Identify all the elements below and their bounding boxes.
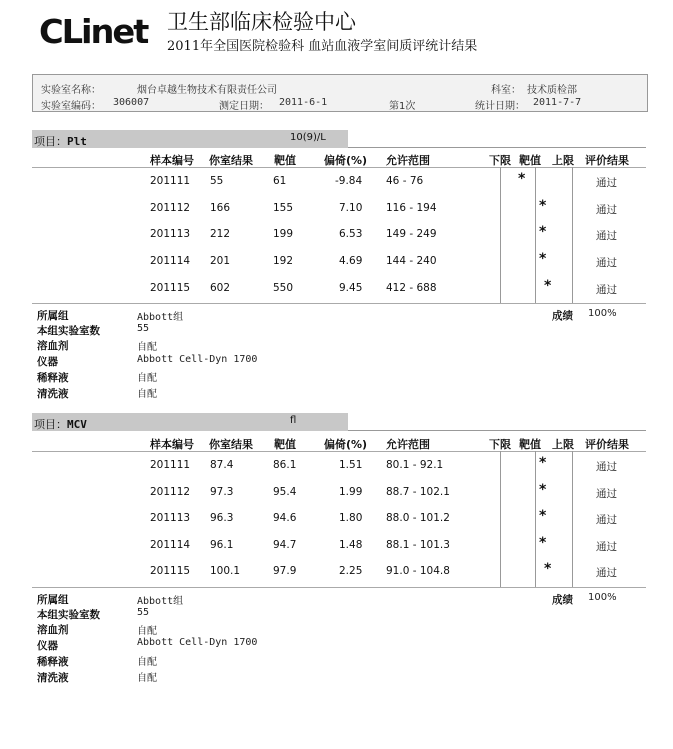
lab-count-value: 55 (137, 323, 150, 334)
cleaner-label: 清洗液 (37, 672, 69, 684)
sample-id: 201113 (150, 228, 191, 240)
result: 96.3 (210, 512, 234, 524)
bias: 6.53 (339, 228, 363, 240)
stat-date-label: 统计日期： (475, 101, 525, 112)
lab-code-label: 实验室编码： (41, 101, 101, 112)
col-divider (500, 451, 501, 587)
col-upper: 上限 (552, 154, 574, 167)
eval-result: 通过 (596, 177, 617, 189)
range: 80.1 - 92.1 (386, 459, 444, 471)
eval-result: 通过 (596, 204, 617, 216)
score-label: 成绩 (552, 310, 573, 322)
lab-info-box (32, 74, 648, 112)
col-divider (500, 167, 501, 303)
score-value: 100% (588, 308, 617, 319)
item-unit: fl (290, 415, 297, 426)
lab-name-label: 实验室名称： (41, 85, 101, 96)
sample-id: 201115 (150, 282, 191, 294)
lysing-value: 自配 (137, 626, 157, 637)
position-star: * (539, 224, 547, 240)
score-label: 成绩 (552, 594, 573, 606)
diluent-label: 稀释液 (37, 372, 69, 384)
sample-id: 201111 (150, 175, 191, 187)
col-divider (535, 167, 536, 303)
cleaner-value: 自配 (137, 673, 157, 684)
range: 116 - 194 (386, 202, 437, 214)
bias: 2.25 (339, 565, 363, 577)
sample-id: 201114 (150, 539, 191, 551)
bias: 4.69 (339, 255, 363, 267)
target: 94.6 (273, 512, 297, 524)
eval-result: 通过 (596, 461, 617, 473)
score-value: 100% (588, 592, 617, 603)
bias: 7.10 (339, 202, 363, 214)
result: 212 (210, 228, 231, 240)
bias: 1.80 (339, 512, 363, 524)
target: 61 (273, 175, 287, 187)
page-title: 卫生部临床检验中心 (167, 10, 356, 34)
col-range: 允许范围 (386, 438, 430, 451)
col-bias: 偏倚(%) (324, 154, 368, 167)
lysing-label: 溶血剂 (37, 624, 69, 636)
range: 88.0 - 101.2 (386, 512, 450, 524)
round: 第1次 (389, 101, 416, 112)
position-star: * (539, 198, 547, 214)
cleaner-value: 自配 (137, 389, 157, 400)
section-bar-plt (32, 130, 348, 148)
range: 149 - 249 (386, 228, 437, 240)
section-rule (348, 147, 646, 148)
sample-id: 201115 (150, 565, 191, 577)
eval-result: 通过 (596, 488, 617, 500)
col-divider (572, 451, 573, 587)
eval-result: 通过 (596, 514, 617, 526)
instrument-value: Abbott Cell-Dyn 1700 (137, 637, 258, 648)
eval-result: 通过 (596, 541, 617, 553)
instrument-value: Abbott Cell-Dyn 1700 (137, 354, 258, 365)
range: 144 - 240 (386, 255, 437, 267)
position-star: * (539, 455, 547, 471)
sample-id: 201111 (150, 459, 191, 471)
bias: 9.45 (339, 282, 363, 294)
col-sample-id: 样本编号 (150, 154, 194, 167)
sample-id: 201112 (150, 486, 191, 498)
item-name: Plt (67, 135, 87, 148)
col-eval: 评价结果 (585, 438, 629, 451)
test-date-label: 测定日期： (219, 101, 269, 112)
eval-result: 通过 (596, 567, 617, 579)
target: 550 (273, 282, 294, 294)
position-star: * (518, 171, 526, 187)
eval-result: 通过 (596, 230, 617, 242)
target: 155 (273, 202, 294, 214)
instrument-label: 仪器 (37, 640, 58, 652)
col-eval: 评价结果 (585, 154, 629, 167)
lab-count-value: 55 (137, 607, 150, 618)
dept-label: 科室： (491, 85, 521, 96)
section-rule (348, 430, 646, 431)
col-range: 允许范围 (386, 154, 430, 167)
col-result: 你室结果 (209, 154, 253, 167)
dept: 技术质检部 (527, 85, 577, 96)
item-unit: 10(9)/L (290, 132, 326, 143)
target: 97.9 (273, 565, 297, 577)
lysing-value: 自配 (137, 342, 157, 353)
lab-name: 烟台卓越生物技术有限责任公司 (137, 85, 277, 96)
result: 602 (210, 282, 231, 294)
range: 91.0 - 104.8 (386, 565, 450, 577)
range: 88.7 - 102.1 (386, 486, 450, 498)
range: 46 - 76 (386, 175, 424, 187)
cleaner-label: 清洗液 (37, 388, 69, 400)
col-target: 靶值 (274, 438, 296, 451)
table-rule (32, 451, 646, 452)
result: 55 (210, 175, 224, 187)
range: 88.1 - 101.3 (386, 539, 450, 551)
position-star: * (544, 278, 552, 294)
table-rule (32, 303, 646, 304)
result: 166 (210, 202, 231, 214)
result: 201 (210, 255, 231, 267)
table-rule (32, 587, 646, 588)
position-star: * (539, 535, 547, 551)
bias: 1.48 (339, 539, 363, 551)
col-lower: 下限 (489, 438, 511, 451)
group-label: 所属组 (37, 594, 69, 606)
item-label: 项目： (34, 135, 67, 148)
diluent-label: 稀释液 (37, 656, 69, 668)
clinet-logo: CLinet (38, 12, 148, 51)
item-name: MCV (67, 418, 87, 431)
col-divider (535, 451, 536, 587)
bias: 1.99 (339, 486, 363, 498)
target: 199 (273, 228, 294, 240)
diluent-value: 自配 (137, 657, 157, 668)
position-star: * (544, 561, 552, 577)
col-lower: 下限 (489, 154, 511, 167)
eval-result: 通过 (596, 284, 617, 296)
col-target-mark: 靶值 (519, 438, 541, 451)
test-date: 2011-6-1 (279, 97, 328, 108)
col-upper: 上限 (552, 438, 574, 451)
target: 94.7 (273, 539, 297, 551)
result: 87.4 (210, 459, 234, 471)
sample-id: 201113 (150, 512, 191, 524)
target: 95.4 (273, 486, 297, 498)
item-label: 项目： (34, 418, 67, 431)
position-star: * (539, 482, 547, 498)
group-value: Abbott组 (137, 312, 184, 323)
lysing-label: 溶血剂 (37, 340, 69, 352)
lab-code: 306007 (113, 97, 150, 108)
sample-id: 201112 (150, 202, 191, 214)
col-sample-id: 样本编号 (150, 438, 194, 451)
sample-id: 201114 (150, 255, 191, 267)
table-rule (32, 167, 646, 168)
col-result: 你室结果 (209, 438, 253, 451)
col-target-mark: 靶值 (519, 154, 541, 167)
col-target: 靶值 (274, 154, 296, 167)
group-value: Abbott组 (137, 596, 184, 607)
lab-count-label: 本组实验室数 (37, 325, 100, 337)
target: 86.1 (273, 459, 297, 471)
section-bar-mcv (32, 413, 348, 431)
result: 97.3 (210, 486, 234, 498)
col-divider (572, 167, 573, 303)
page-subtitle: 2011年全国医院检验科 血站血液学室间质评统计结果 (167, 39, 478, 54)
group-label: 所属组 (37, 310, 69, 322)
target: 192 (273, 255, 294, 267)
col-bias: 偏倚(%) (324, 438, 368, 451)
result: 100.1 (210, 565, 241, 577)
bias: -9.84 (335, 175, 363, 187)
range: 412 - 688 (386, 282, 437, 294)
bias: 1.51 (339, 459, 363, 471)
eval-result: 通过 (596, 257, 617, 269)
result: 96.1 (210, 539, 234, 551)
stat-date: 2011-7-7 (533, 97, 582, 108)
position-star: * (539, 251, 547, 267)
position-star: * (539, 508, 547, 524)
instrument-label: 仪器 (37, 356, 58, 368)
lab-count-label: 本组实验室数 (37, 609, 100, 621)
diluent-value: 自配 (137, 373, 157, 384)
